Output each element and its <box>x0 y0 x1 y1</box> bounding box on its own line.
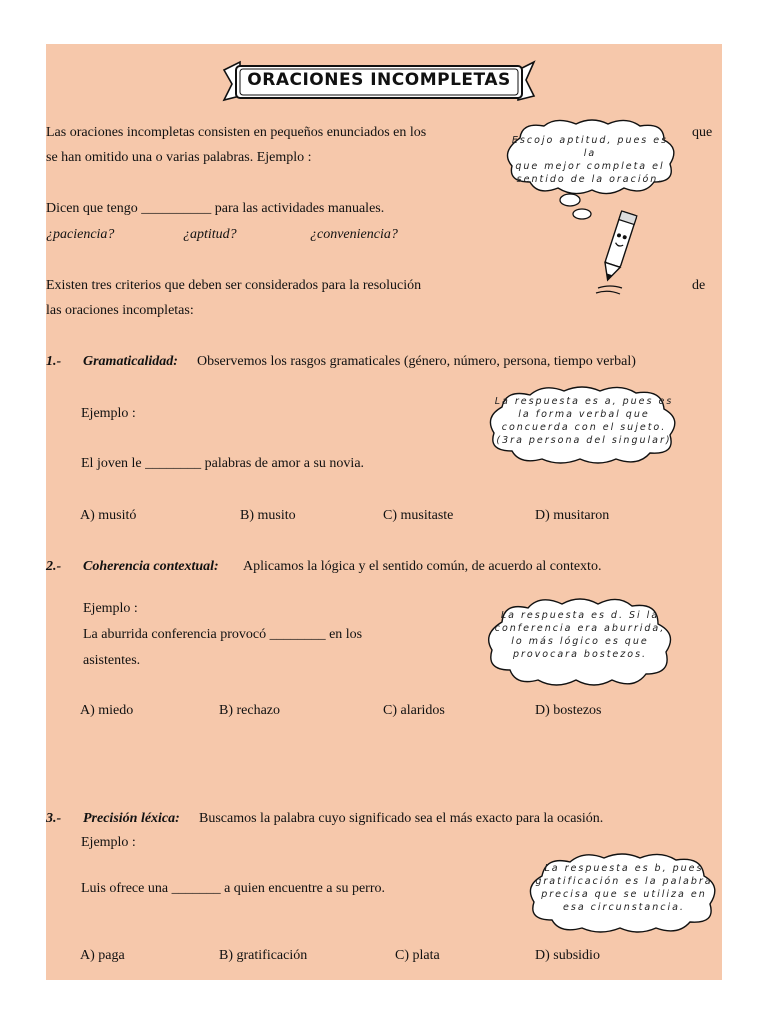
pencil-icon <box>550 192 640 302</box>
section-2-number: 2.- <box>46 559 62 574</box>
section-1-answer-d: D) musitaron <box>535 508 610 523</box>
thought-cloud-intro-text: Escojo aptitud, pues es la que mejor completa el sentido de la oración. <box>511 135 669 185</box>
criteria-line-1-end: de <box>692 278 706 293</box>
section-1-description: Observemos los rasgos gramaticales (género, número, persona, tiempo verbal) <box>197 354 636 369</box>
thought-cloud-1-text: La respuesta es a, pues es la forma verbal que concuerda con el sujeto. (3ra persona del singular) <box>494 396 674 446</box>
section-3-answer-c: C) plata <box>395 948 440 963</box>
section-1-heading: Gramaticalidad: <box>83 354 178 369</box>
section-3-sentence: Luis ofrece una _______ a quien encuentre a su perro. <box>81 881 385 896</box>
page-title: ORACIONES INCOMPLETAS <box>247 70 511 90</box>
section-1-answer-b: B) musito <box>240 508 296 523</box>
thought-cloud-2-text: La respuesta es d. Si la conferencia era aburrida, lo más lógico es que provocara bostezos. <box>494 610 666 660</box>
section-2-answer-d: D) bostezos <box>535 703 602 718</box>
section-2-answer-c: C) alaridos <box>383 703 445 718</box>
section-1-sentence: El joven le ________ palabras de amor a su novia. <box>81 456 365 471</box>
section-3-answer-b: B) gratificación <box>219 948 308 963</box>
section-2-answer-b: B) rechazo <box>219 703 281 718</box>
section-3-heading: Precisión léxica: <box>83 811 180 826</box>
section-3-answer-d: D) subsidio <box>535 948 600 963</box>
criteria-line-2: las oraciones incompletas: <box>46 303 194 318</box>
section-3-number: 3.- <box>46 811 62 826</box>
section-2-sentence-line-2: asistentes. <box>83 653 141 668</box>
intro-line-1: Las oraciones incompletas consisten en pequeños enunciados en los <box>46 125 427 140</box>
intro-option-3: ¿conveniencia? <box>310 227 398 242</box>
section-1-example-label: Ejemplo : <box>81 406 136 421</box>
section-3-example-label: Ejemplo : <box>81 835 136 850</box>
section-2-sentence-line-1: La aburrida conferencia provocó ________ en los <box>83 627 363 642</box>
section-3-answer-a: A) paga <box>80 948 125 963</box>
section-2-heading: Coherencia contextual: <box>83 559 219 574</box>
section-1-answer-a: A) musitó <box>80 508 137 523</box>
intro-option-2: ¿aptitud? <box>183 227 237 242</box>
section-1-answer-c: C) musitaste <box>383 508 454 523</box>
intro-example: Dicen que tengo __________ para las actividades manuales. <box>46 201 385 216</box>
thought-cloud-3-text: La respuesta es b, pues gratificación es la palabra precisa que se utiliza en esa circunstancia. <box>535 863 713 913</box>
intro-line-2: se han omitido una o varias palabras. Ejemplo : <box>46 150 312 165</box>
section-3-description: Buscamos la palabra cuyo significado sea el más exacto para la ocasión. <box>199 811 604 826</box>
intro-line-1-end: que <box>692 125 713 140</box>
criteria-line-1: Existen tres criterios que deben ser considerados para la resolución <box>46 278 422 293</box>
section-2-example-label: Ejemplo : <box>83 601 138 616</box>
section-2-answer-a: A) miedo <box>80 703 134 718</box>
intro-option-1: ¿paciencia? <box>46 227 115 242</box>
section-1-number: 1.- <box>46 354 62 369</box>
section-2-description: Aplicamos la lógica y el sentido común, de acuerdo al contexto. <box>243 559 602 574</box>
